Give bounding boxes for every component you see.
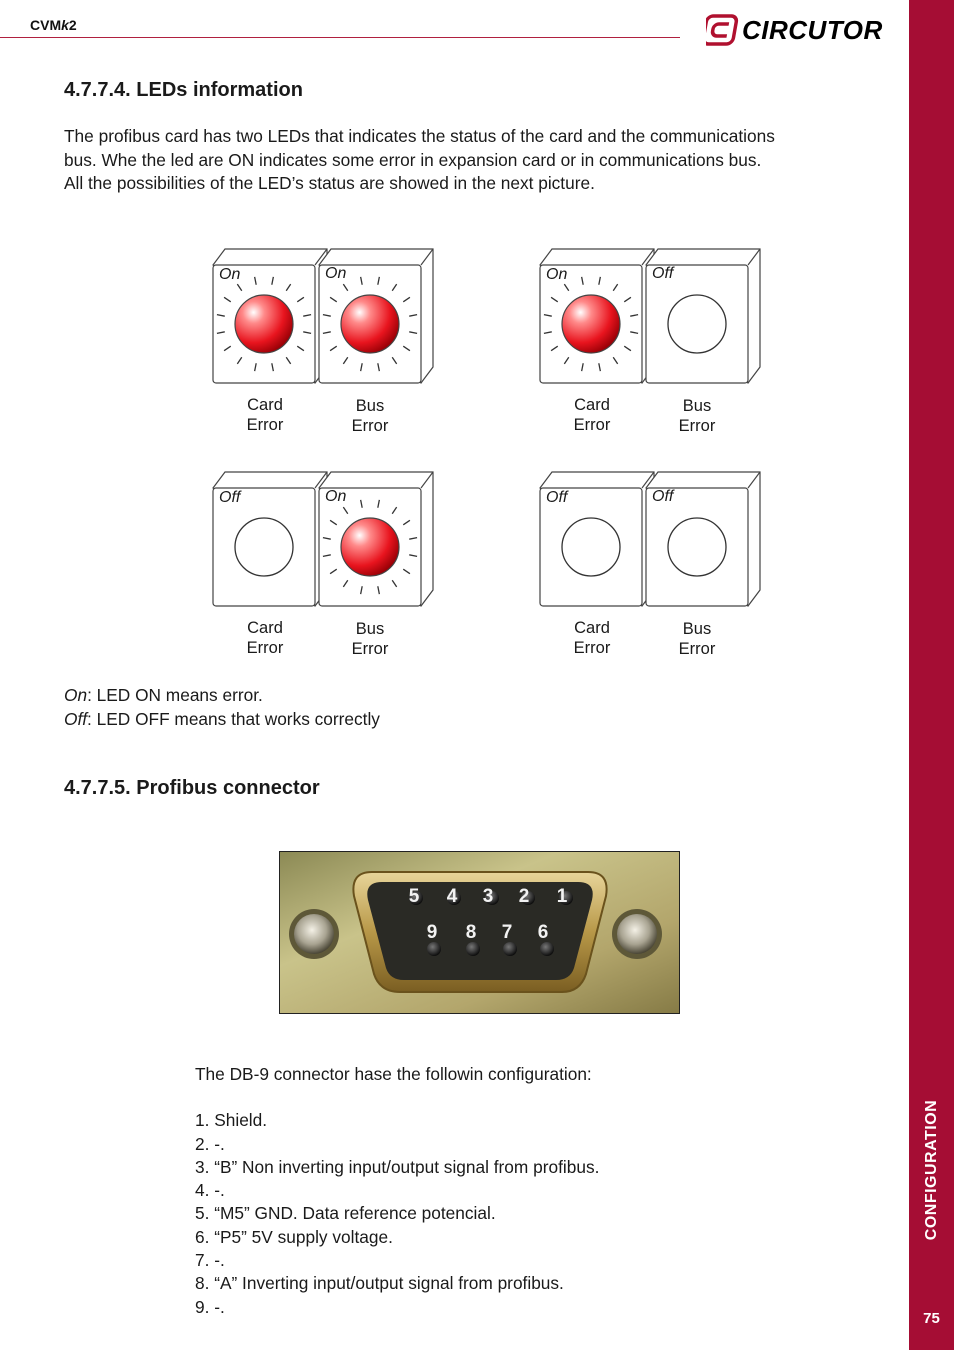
card-error-caption-line: Card [247,619,283,637]
db9-pin-number: 5 [408,886,420,907]
bus-error-caption-line: Bus [682,620,712,638]
pinout-item: 9. -. [195,1296,225,1317]
card-error-caption-line: Error [573,639,611,657]
card-error-caption-line: Error [573,416,611,434]
card-error-caption-line: Error [246,416,284,434]
card-error-caption [225,618,305,658]
legend-off [64,708,380,732]
bus-error-led [668,295,726,353]
db9-pin-number: 8 [465,922,477,943]
card-error-caption-line: Error [246,639,284,657]
db9-pin-number: 9 [426,922,438,943]
db9-pin-hole [503,942,517,956]
card-error-caption-line: Card [574,619,610,637]
led-off-lamp [668,518,726,576]
card-error-caption-line: Card [574,396,610,414]
led-on-lamp [235,295,293,353]
db9-pin-hole [466,942,480,956]
pinout-item: 1. Shield. [195,1110,268,1131]
pinout-item: 2. -. [195,1133,225,1154]
page-number: 75 [923,1310,940,1327]
card-error-led [235,518,293,576]
led-on-lamp [341,518,399,576]
leds-paragraph-line: bus. Whe the led are ON indicates some error in expansion card or in communications bus. [64,149,762,170]
led-off-lamp [562,518,620,576]
card-error-caption [225,395,305,435]
pinout-item: 5. “M5” GND. Data reference potencial. [195,1203,496,1224]
card-error-caption-line: Card [247,396,283,414]
db9-pin-hole [427,942,441,956]
legend-off-term: Off [64,708,88,729]
db9-pin-number: 7 [501,922,513,943]
db9-intro: The DB-9 connector hase the followin configuration: [195,1064,592,1084]
bus-error-led [668,518,726,576]
bus-error-caption-line: Error [351,640,389,658]
db9-pinout [195,1063,599,1319]
bus-led-state: On [325,488,347,505]
pinout-item: 6. “P5” 5V supply voltage. [195,1226,393,1247]
card-error-led [562,518,620,576]
bus-error-caption [657,396,737,436]
card-led-state: On [546,266,568,283]
bus-error-caption-line: Error [678,417,716,435]
bus-error-caption [330,396,410,436]
db9-pin-number: 6 [537,922,549,943]
legend-on-term: On [64,685,88,705]
spacer [195,1086,599,1109]
card-led-state: On [219,266,241,283]
bus-error-caption [657,619,737,659]
card-error-caption [552,395,632,435]
bus-error-caption [330,619,410,659]
leds-paragraph-line: The profibus card has two LEDs that indicates the status of the card and the communications [64,126,775,146]
pinout-item: 3. “B” Non inverting input/output signal from profibus. [195,1156,600,1177]
db9-pin-number: 4 [446,886,458,907]
db9-pin-hole [540,942,554,956]
card-led-state: Off [219,489,241,506]
db9-connector-image [280,852,680,1014]
pinout-item: 4. -. [195,1180,225,1201]
card-error-caption [552,618,632,658]
bus-error-caption-line: Bus [355,397,385,415]
pinout-item: 8. “A” Inverting input/output signal from profibus. [195,1273,564,1294]
db9-pin-number: 3 [482,886,494,907]
bus-error-caption-line: Error [351,417,389,435]
section-heading-leds: 4.7.7.4. LEDs information [64,79,303,101]
db9-pin-number: 2 [518,886,530,907]
bus-error-caption-line: Error [678,640,716,658]
header-model-k: k [61,17,69,33]
db9-pin-number: 1 [556,886,568,907]
bus-led-state: On [325,265,347,282]
header-model: CVMk2 [30,17,77,33]
led-off-lamp [235,518,293,576]
section-heading-connector: 4.7.7.5. Profibus connector [64,777,320,799]
bus-error-caption-line: Bus [355,620,385,638]
pinout-item: 7. -. [195,1250,225,1271]
led-on-lamp [562,295,620,353]
leds-paragraph-line: All the possibilities of the LED’s status are showed in the next picture. [64,173,595,193]
led-on-lamp [341,295,399,353]
sidebar-section-text: CONFIGURATION [922,1099,940,1241]
bus-led-state: Off [652,488,674,505]
legend-on [64,684,380,708]
legend-on-text: : LED ON means error. [87,685,263,705]
card-led-state: Off [546,489,568,506]
bus-error-caption-line: Bus [682,397,712,415]
led-off-lamp [668,295,726,353]
brand-name: CIRCUTOR [742,15,883,45]
pinout-list [195,1109,599,1319]
db9-connector-photo [279,851,680,1014]
bus-led-state: Off [652,265,674,282]
legend-off-text: : LED OFF means that works correctly [87,708,380,729]
led-legend [64,684,380,731]
